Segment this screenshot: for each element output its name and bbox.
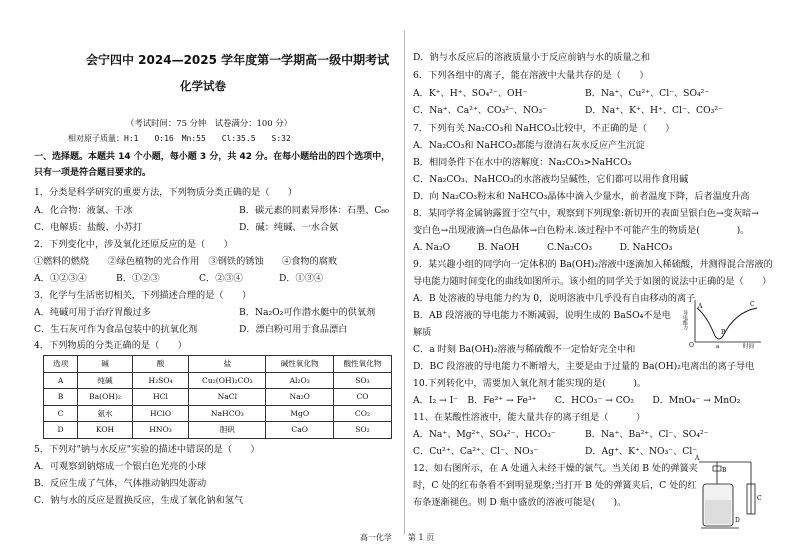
table-cell: HClO	[132, 405, 188, 422]
q7-option-d: D．向 Na₂CO₃粉末和 NaHCO₃晶体中滴入少量水，前者温度下降，后者温度升高	[413, 191, 750, 202]
q4-stem: 4．下列物质的分类正确的是（ ）	[34, 340, 187, 351]
q7-option-c: C．Na₂CO₃、NaHCO₃的水溶液均呈碱性，它们都可以用作食用碱	[413, 174, 689, 185]
fig-label-b: B	[722, 467, 727, 474]
apparatus-figure	[695, 454, 765, 532]
table-cell: Ba(OH)₂	[78, 389, 133, 406]
q3-option-c: C．生石灰可作为食品包装中的抗氧化剂	[34, 324, 198, 335]
table-cell: HNO₃	[132, 422, 188, 439]
table-cell: SO₂	[333, 422, 391, 439]
q2-stem: 2．下列变化中，涉及氧化还原反应的是（ ）	[34, 239, 233, 250]
table-cell: C	[44, 405, 78, 422]
graph-label-c: C	[750, 301, 755, 308]
q12-line-1: 12、如右图所示，在 A 处通入未经干燥的氯气。当关闭 B 处的弹簧夹	[413, 463, 698, 474]
table-header: 选项	[44, 356, 78, 373]
table-header-row	[44, 356, 392, 373]
table-cell: KOH	[78, 422, 133, 439]
table-cell: Al₂O₃	[266, 372, 333, 389]
column-divider	[404, 30, 405, 535]
q10-stem: 10.下列转化中，需要加入氧化剂才能实现的是( )。	[413, 378, 647, 389]
section-heading-2: 只有一项是符合题目要求的。	[34, 168, 152, 178]
exam-title: 会宁四中 2024—2025 学年度第一学期高一级中期考试	[86, 53, 390, 67]
q7-stem: 7．下列有关 Na₂CO₃和 NaHCO₃比较中，不正确的是（ ）	[413, 123, 675, 134]
table-header: 酸性氧化物	[333, 356, 391, 373]
q1-option-c: C．电解质：盐酸、小苏打	[34, 222, 143, 233]
exam-info: （考试时间：75 分钟 试卷满分：100 分）	[126, 118, 292, 128]
atomic-masses: 相对原子质量：H:1 O:16 Mn:55 Cl:35.5 S:32	[68, 134, 291, 143]
q7-option-b: B．相同条件下在水中的溶解度：Na₂CO₃>NaHCO₃	[413, 157, 632, 168]
table-cell: D	[44, 422, 78, 439]
table-cell: NaCl	[189, 389, 266, 406]
q11-option-b: B．Na⁺、Ba²⁺、Cl⁻、SO₄²⁻	[585, 429, 709, 440]
graph-label-b: B	[721, 329, 726, 336]
q9-line-1: 9．某兴趣小组的同学向一定体积的 Ba(OH)₂溶液中逐滴加入稀硫酸，并测得混合溶液的	[413, 259, 773, 270]
table-cell: CaO	[266, 422, 333, 439]
graph-origin: O	[689, 342, 694, 349]
q2-items: ①燃料的燃烧 ②绿色植物的光合作用 ③钢铁的锈蚀 ④食物的腐败	[34, 256, 338, 267]
exam-subtitle: 化学试卷	[180, 79, 226, 93]
q3-stem: 3．化学与生活密切相关，下列描述合理的是（ ）	[34, 290, 252, 301]
table-cell: HCl	[132, 389, 188, 406]
graph-curve	[697, 308, 757, 339]
table-row	[44, 405, 392, 422]
fig-label-d: D	[735, 517, 740, 524]
table-cell: 纯碱	[78, 372, 133, 389]
q6-option-c: C．Na⁺、Ca²⁺、CO₃²⁻、NO₃⁻	[413, 105, 548, 116]
q2-option-c: C．②③④	[199, 273, 243, 284]
q9-option-d: D．BC 段溶液的导电能力不断增大，主要是由于过量的 Ba(OH)₂电离出的离子导电	[413, 361, 755, 372]
q6-option-b: B．Na⁺、Cu²⁺、Cl⁻、SO₄²⁻	[585, 88, 710, 99]
q5-option-c: C．钠与水的反应是置换反应，生成了氧化钠和氢气	[34, 495, 244, 506]
q11-option-d: D．Ag⁺、K⁺、NO₃⁻、Cl⁻	[585, 446, 698, 457]
q5-option-b: B．反应生成了气体，气体推动钠四处游动	[34, 478, 207, 489]
table-row	[44, 422, 392, 439]
table-cell: A	[44, 372, 78, 389]
q9-option-c: C．a 时刻 Ba(OH)₂溶液与稀硫酸不一定恰好完全中和	[413, 344, 636, 355]
q7-option-a: A．Na₂CO₃和 NaHCO₃都能与澄清石灰水反应产生沉淀	[413, 140, 645, 151]
table-cell: Na₂O	[266, 389, 333, 406]
q10-options: A．I₂ → I⁻ B．Fe²⁺ → Fe³⁺ C．HCO₃⁻ → CO₂ D．MnO₄⁻ → MnO₂	[413, 395, 741, 406]
page-footer: 高一化学 第 1 页	[359, 533, 435, 542]
table-cell: CO₂	[333, 405, 391, 422]
q1-option-d: D．碱：纯碱、一水合氨	[239, 222, 339, 233]
q4-table	[43, 355, 392, 439]
q11-stem: 11、在某酸性溶液中，能大量共存的离子组是（ ）	[413, 412, 646, 423]
conductivity-graph	[682, 296, 765, 350]
graph-y-label: 导电能力	[682, 310, 688, 330]
q1-option-a: A．化合物：液氯、干冰	[34, 205, 133, 216]
table-cell: SO₃	[333, 372, 391, 389]
q5-stem: 5．下列对"钠与水反应"实验的描述中错误的是（ ）	[34, 444, 260, 455]
q1-stem: 1．分类是科学研究的重要方法，下列物质分类正确的是（ ）	[34, 187, 298, 198]
table-cell: MgO	[266, 405, 333, 422]
table-cell: Cu₂(OH)₂CO₃	[189, 372, 266, 389]
table-cell: 氨水	[78, 405, 133, 422]
bottle-liquid	[705, 500, 731, 524]
q8-line-1: 8．某同学将金属钠露置于空气中，观察到下列现象:新切开的表面呈银白色→变灰暗→	[413, 208, 759, 219]
q9-line-2: 导电能力随时间变化的曲线如图所示。该小组的同学关于如图的说法中正确的是（ ）	[413, 276, 772, 287]
q11-option-a: A．Na⁺、Mg²⁺、SO₄²⁻、HCO₃⁻	[413, 429, 556, 440]
q2-option-b: B．①②③	[116, 273, 160, 284]
graph-time-a: a	[716, 344, 720, 350]
q8-options: A. Na₂O B. NaOH C.Na₂CO₃ D. NaHCO₃	[413, 242, 673, 253]
q12-line-3: 布条逐渐褪色。则 D 瓶中盛放的溶液可能是( )。	[413, 497, 627, 508]
q3-option-d: D．漂白粉可用于食品漂白	[239, 324, 348, 335]
q9-option-b-cont: 解质	[413, 327, 432, 338]
q9-option-a: A．B 处溶液的导电能力约为 0，说明溶液中几乎没有自由移动的离子	[413, 293, 696, 304]
table-cell: B	[44, 389, 78, 406]
q1-option-b: B．碳元素的同素异形体：石墨、C₆₀	[239, 205, 389, 216]
q6-option-d: D．Na⁺、K⁺、H⁺、Cl⁻、CO₃²⁻	[585, 105, 723, 116]
table-header: 碱	[78, 356, 133, 373]
fig-label-c: C	[757, 495, 762, 502]
q3-option-a: A．纯碱可用于治疗胃酸过多	[34, 307, 151, 318]
section-heading: 一、选择题。本题共 14 个小题，每小题 3 分，共 42 分。在每小题给出的四个选项中，	[34, 152, 391, 162]
q9-option-b: B．AB 段溶液的导电能力不断减弱，说明生成的 BaSO₄不是电	[413, 310, 671, 321]
q11-option-c: C．Cu²⁺、Ca²⁺、Cl⁻、NO₃⁻	[413, 446, 539, 457]
q2-option-a: A．①②③④	[34, 273, 87, 284]
table-header: 酸	[132, 356, 188, 373]
table-header: 盐	[189, 356, 266, 373]
table-row	[44, 372, 392, 389]
table-cell: CO	[333, 389, 391, 406]
q12-line-2: 时，C 处的红布条看不到明显现象;当打开 B 处的弹簧夹后，C 处的红	[413, 480, 697, 491]
q5-option-a: A．可观察到钠熔成一个银白色光亮的小球	[34, 461, 207, 472]
q3-option-b: B．Na₂O₂可作潜水艇中的供氧剂	[239, 307, 376, 318]
q8-line-2: 变白色→出现液滴→白色晶体→白色粉末.该过程中不可能产生的物质是( )。	[413, 225, 750, 236]
q6-stem: 6．下列各组中的离子，能在溶液中大量共存的是（ ）	[413, 70, 649, 81]
fig-label-a: A	[695, 455, 700, 462]
q6-option-a: A．K⁺、H⁺、SO₄²⁻、OH⁻	[413, 88, 528, 99]
graph-x-label: 时间	[743, 344, 755, 350]
table-row	[44, 389, 392, 406]
table-header: 碱性氧化物	[266, 356, 333, 373]
table-cell: NaHCO₃	[189, 405, 266, 422]
table-cell: H₂SO₄	[132, 372, 188, 389]
graph-label-a: A	[698, 303, 703, 310]
table-cell: 胆矾	[189, 422, 266, 439]
q2-option-d: D．①③④	[279, 273, 324, 284]
q5-option-d: D．钠与水反应后的溶液质量小于反应前钠与水的质量之和	[413, 52, 651, 63]
